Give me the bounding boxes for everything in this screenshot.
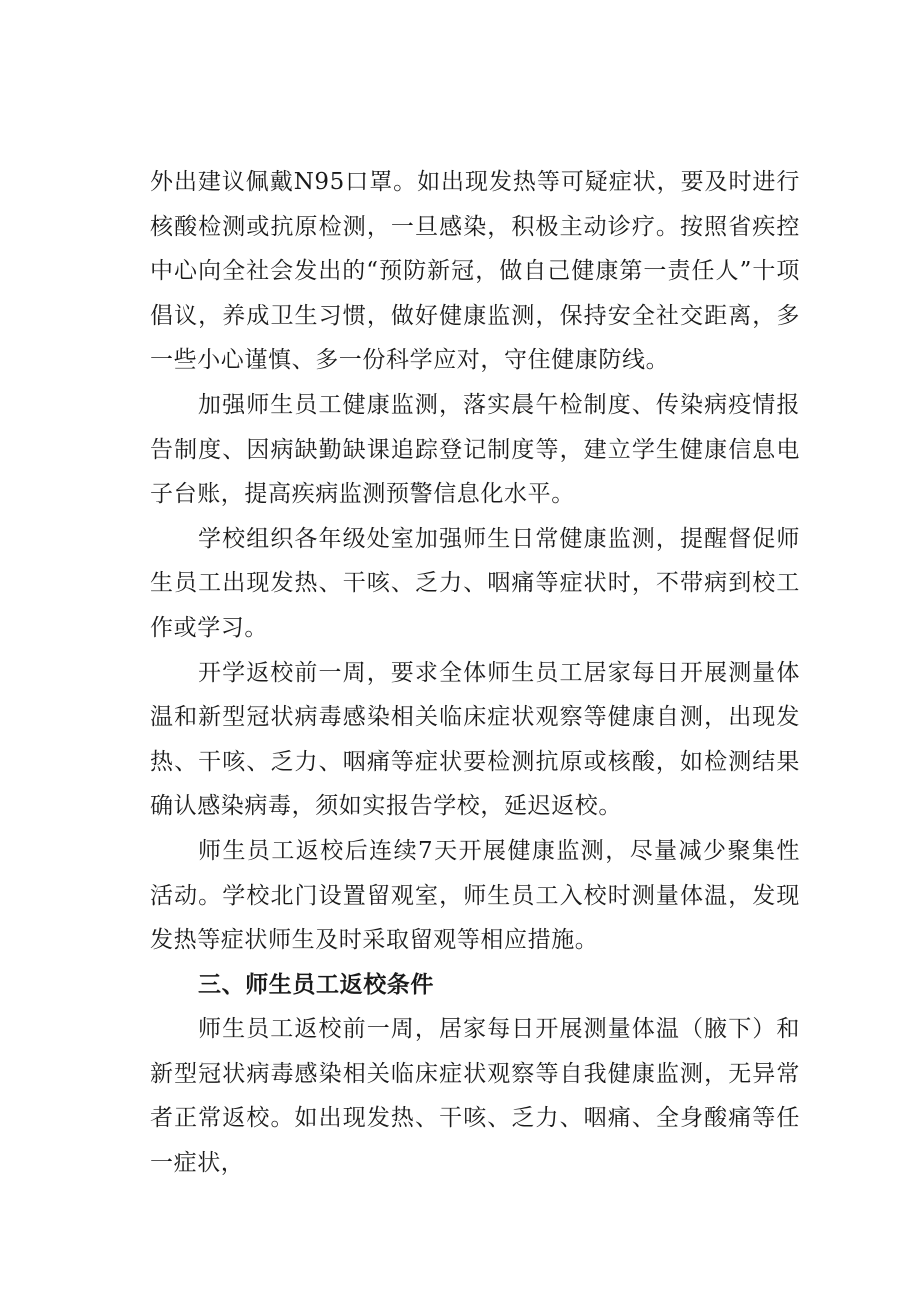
paragraph-pre-return-week: 开学返校前一周，要求全体师生员工居家每日开展测量体温和新型冠状病毒感染相关临床症状观察等健康自测，出现发热、干咳、乏力、咽痛等症状要检测抗原或核酸，如检测结果确认感染病毒，须如实报告学校，延迟返校。 bbox=[150, 659, 800, 820]
paragraph-health-monitoring: 加强师生员工健康监测，落实晨午检制度、传染病疫情报告制度、因病缺勤缺课追踪登记制度等，建立学生健康信息电子台账，提高疾病监测预警信息化水平。 bbox=[150, 391, 800, 508]
section-heading: 三、师生员工返校条件 bbox=[198, 971, 434, 998]
paragraph-daily-monitoring: 学校组织各年级处室加强师生日常健康监测，提醒督促师生员工出现发热、干咳、乏力、咽痛等症状时，不带病到校工作或学习。 bbox=[150, 525, 800, 641]
paragraph-continuation: 外出建议佩戴N95口罩。如出现发热等可疑症状，要及时进行核酸检测或抗原检测，一旦感染，积极主动诊疗。按照省疾控中心向全社会发出的“预防新冠，做自己健康第一责任人”十项倡议，养成卫生习惯，做好健康监测，保持安全社交距离，多一些小心谨慎、多一份科学应对，守住健康防线。 bbox=[150, 169, 800, 374]
paragraph-return-conditions: 师生员工返校前一周，居家每日开展测量体温（腋下）和新型冠状病毒感染相关临床症状观察等自我健康监测，无异常者正常返校。如出现发热、干咳、乏力、咽痛、全身酸痛等任一症状， bbox=[150, 1016, 800, 1177]
document-body bbox=[150, 160, 800, 1186]
paragraph-post-return-monitoring: 师生员工返校后连续7天开展健康监测，尽量减少聚集性活动。学校北门设置留观室，师生员工入校时测量体温，发现发热等症状师生及时采取留观等相应措施。 bbox=[150, 837, 800, 954]
